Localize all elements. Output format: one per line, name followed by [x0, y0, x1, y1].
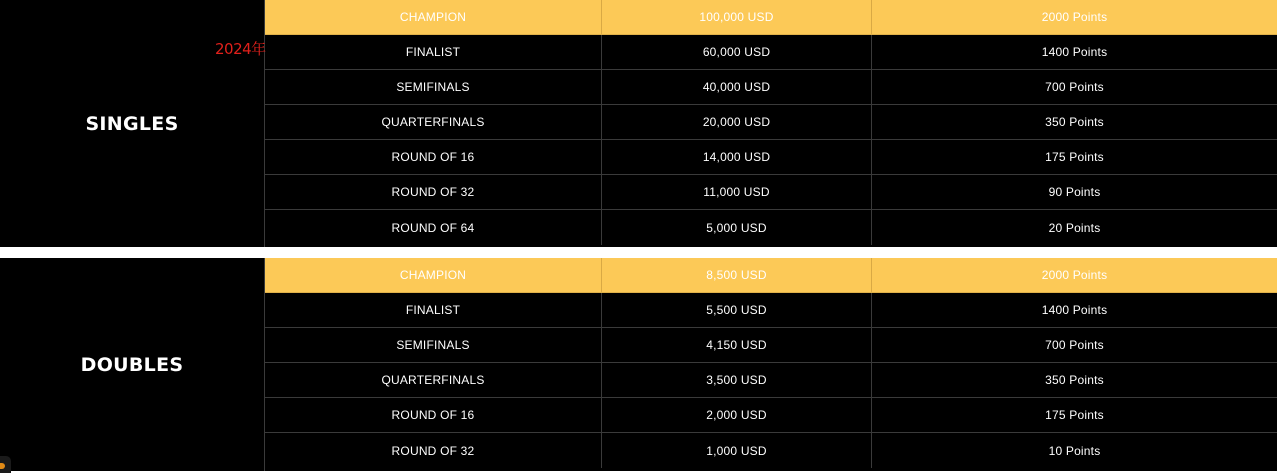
round-cell: SEMIFINALS [265, 70, 602, 104]
round-cell: ROUND OF 16 [265, 140, 602, 174]
table-row [265, 105, 1277, 140]
points-cell: 1400 Points [1041, 45, 1108, 59]
prize-cell: 5,500 USD [602, 293, 872, 327]
round-cell: FINALIST [265, 35, 602, 69]
table-row [265, 398, 1277, 433]
doubles-section [0, 258, 1277, 471]
table-row [265, 293, 1277, 328]
table-row [265, 363, 1277, 398]
round-cell: ROUND OF 64 [265, 210, 602, 245]
points-cell: 2000 Points [1041, 268, 1108, 282]
points-cell: 175 Points [1045, 408, 1104, 422]
table-row [265, 175, 1277, 210]
points-cell: 10 Points [1048, 443, 1101, 458]
prize-cell: 100,000 USD [602, 0, 872, 34]
points-cell: 700 Points [1045, 338, 1104, 352]
doubles-prize-table [264, 258, 1277, 471]
round-cell: CHAMPION [265, 258, 602, 292]
prize-cell: 14,000 USD [602, 140, 872, 174]
points-cell: 20 Points [1048, 220, 1101, 235]
points-cell: 1400 Points [1041, 303, 1108, 317]
round-cell: SEMIFINALS [265, 328, 602, 362]
prize-cell: 8,500 USD [602, 258, 872, 292]
table-row [265, 35, 1277, 70]
singles-prize-table [264, 0, 1277, 247]
round-cell: FINALIST [265, 293, 602, 327]
points-cell: 700 Points [1045, 80, 1104, 94]
round-cell: QUARTERFINALS [265, 105, 602, 139]
year-annotation: 2024年 [215, 40, 266, 58]
corner-widget-icon[interactable] [0, 456, 11, 473]
points-cell: 2000 Points [1041, 10, 1108, 24]
table-row [265, 70, 1277, 105]
doubles-title: DOUBLES [80, 353, 184, 376]
prize-cell: 11,000 USD [602, 175, 872, 209]
points-cell: 175 Points [1045, 150, 1104, 164]
table-row [265, 210, 1277, 245]
round-cell: ROUND OF 32 [265, 433, 602, 468]
prize-cell: 2,000 USD [602, 398, 872, 432]
table-row [265, 258, 1277, 293]
table-row [265, 0, 1277, 35]
round-cell: ROUND OF 16 [265, 398, 602, 432]
table-row [265, 140, 1277, 175]
singles-title: SINGLES [85, 112, 179, 135]
table-row [265, 328, 1277, 363]
prize-cell: 3,500 USD [602, 363, 872, 397]
prize-cell: 60,000 USD [602, 35, 872, 69]
corner-widget-dot [0, 463, 5, 469]
points-cell: 90 Points [1048, 185, 1101, 199]
prize-cell: 40,000 USD [602, 70, 872, 104]
prize-cell: 1,000 USD [602, 433, 872, 468]
table-row [265, 433, 1277, 468]
round-cell: CHAMPION [265, 0, 602, 34]
points-cell: 350 Points [1045, 373, 1104, 387]
points-cell: 350 Points [1045, 115, 1104, 129]
prize-cell: 4,150 USD [602, 328, 872, 362]
round-cell: ROUND OF 32 [265, 175, 602, 209]
prize-cell: 5,000 USD [602, 210, 872, 245]
prize-cell: 20,000 USD [602, 105, 872, 139]
round-cell: QUARTERFINALS [265, 363, 602, 397]
